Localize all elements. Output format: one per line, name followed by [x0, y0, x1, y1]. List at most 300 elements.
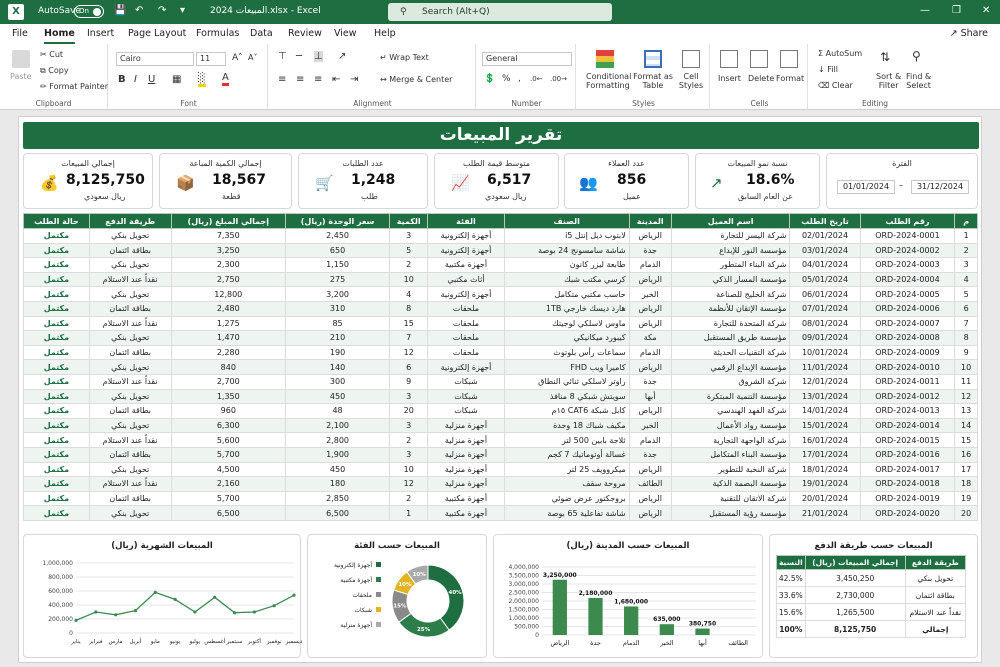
cell-col-category[interactable]: أجهزة إلكترونية: [428, 243, 504, 258]
cell-col-category[interactable]: شبكات: [428, 374, 504, 389]
cell-col-index[interactable]: 5: [955, 287, 978, 302]
font-name-select[interactable]: Cairo: [116, 52, 194, 66]
cell-col-qty[interactable]: 2: [390, 491, 428, 506]
cell-col-status[interactable]: مكتمل: [24, 229, 90, 244]
cell-col-customer[interactable]: شركة الاتقان للتقنية: [671, 491, 790, 506]
cell-col-order-id[interactable]: ORD-2024-0008: [860, 331, 955, 346]
cell-col-customer[interactable]: شركة المتحدة للتجارة: [671, 316, 790, 331]
cell-col-order-id[interactable]: ORD-2024-0005: [860, 287, 955, 302]
cell-col-qty[interactable]: 10: [390, 272, 428, 287]
cell-col-order-id[interactable]: ORD-2024-0009: [860, 345, 955, 360]
delete-cells-icon[interactable]: [750, 50, 768, 68]
cell-col-index[interactable]: 8: [955, 331, 978, 346]
increase-decimal-icon[interactable]: .0←: [530, 75, 543, 83]
font-color-icon[interactable]: A: [222, 73, 229, 86]
cell-styles-button[interactable]: [676, 72, 706, 90]
cell-col-index[interactable]: 7: [955, 316, 978, 331]
table-row[interactable]: [24, 462, 978, 477]
cell-col-item[interactable]: كابل شبكة CAT6 ١٥م: [504, 404, 629, 419]
cell-col-order-date[interactable]: 21/01/2024: [790, 506, 860, 521]
cell-col-unit-price[interactable]: 650: [286, 243, 390, 258]
cell-col-order-date[interactable]: 02/01/2024: [790, 229, 860, 244]
cell-col-payment[interactable]: بطاقة ائتمان: [89, 404, 171, 419]
cell-col-order-id[interactable]: ORD-2024-0011: [860, 374, 955, 389]
cell-col-category[interactable]: أثاث مكتبي: [428, 272, 504, 287]
cell-col-customer[interactable]: شركة الخليج للصناعة: [671, 287, 790, 302]
cell-col-category[interactable]: أجهزة مكتبية: [428, 491, 504, 506]
format-painter-button[interactable]: [40, 82, 108, 91]
cell-col-status[interactable]: مكتمل: [24, 491, 90, 506]
cell-col-order-id[interactable]: ORD-2024-0003: [860, 258, 955, 273]
cell-col-qty[interactable]: 1: [390, 506, 428, 521]
cell-col-category[interactable]: شبكات: [428, 389, 504, 404]
cell-col-unit-price[interactable]: 2,800: [286, 433, 390, 448]
clear-button[interactable]: [818, 81, 853, 90]
cell-col-qty[interactable]: 3: [390, 389, 428, 404]
cell-col-status[interactable]: مكتمل: [24, 287, 90, 302]
cell-col-total[interactable]: 840: [171, 360, 285, 375]
cell-col-total[interactable]: 2,280: [171, 345, 285, 360]
cell-col-qty[interactable]: 12: [390, 345, 428, 360]
minimize-icon[interactable]: —: [920, 5, 930, 16]
cell-col-city[interactable]: الدمام: [629, 433, 671, 448]
cell-col-payment[interactable]: تحويل بنكي: [89, 331, 171, 346]
cell-col-unit-price[interactable]: 1,150: [286, 258, 390, 273]
cell-col-category[interactable]: أجهزة منزلية: [428, 477, 504, 492]
copy-button[interactable]: [40, 66, 69, 76]
cell-col-unit-price[interactable]: 85: [286, 316, 390, 331]
cell-col-qty[interactable]: 9: [390, 374, 428, 389]
cell-col-customer[interactable]: شركة النخبة للتطوير: [671, 462, 790, 477]
grow-font-icon[interactable]: A˄: [232, 53, 243, 63]
cell-col-order-date[interactable]: 18/01/2024: [790, 462, 860, 477]
cell-col-status[interactable]: مكتمل: [24, 374, 90, 389]
cell-col-order-date[interactable]: 09/01/2024: [790, 331, 860, 346]
insert-cells-icon[interactable]: [720, 50, 738, 68]
bold-icon[interactable]: B: [118, 74, 126, 85]
align-middle-icon[interactable]: ─: [296, 51, 303, 62]
cell-col-order-date[interactable]: 08/01/2024: [790, 316, 860, 331]
cell-col-city[interactable]: الدمام: [629, 258, 671, 273]
cell-col-order-id[interactable]: ORD-2024-0019: [860, 491, 955, 506]
cell-col-qty[interactable]: 7: [390, 331, 428, 346]
cell-col-order-date[interactable]: 12/01/2024: [790, 374, 860, 389]
cell-col-order-id[interactable]: ORD-2024-0006: [860, 301, 955, 316]
cell-col-customer[interactable]: شركة البناء المتطور: [671, 258, 790, 273]
percent-icon[interactable]: %: [502, 74, 511, 84]
cell-col-order-date[interactable]: 10/01/2024: [790, 345, 860, 360]
cell-col-category[interactable]: ملحقات: [428, 316, 504, 331]
cell-col-status[interactable]: مكتمل: [24, 243, 90, 258]
worksheet[interactable]: [18, 116, 982, 663]
tab-page-layout[interactable]: Page Layout: [128, 28, 187, 39]
align-left-icon[interactable]: ≡: [278, 74, 287, 85]
align-right-icon[interactable]: ≡: [314, 74, 323, 85]
wrap-text-button[interactable]: [380, 53, 429, 62]
cell-col-city[interactable]: الرياض: [629, 272, 671, 287]
cell-col-city[interactable]: الرياض: [629, 316, 671, 331]
cell-col-customer[interactable]: شركة الفهد الهندسي: [671, 404, 790, 419]
cell-col-order-id[interactable]: ORD-2024-0014: [860, 418, 955, 433]
cell-col-total[interactable]: 12,800: [171, 287, 285, 302]
cell-col-total[interactable]: 1,275: [171, 316, 285, 331]
cell-col-total[interactable]: 2,700: [171, 374, 285, 389]
borders-icon[interactable]: ▦: [172, 74, 182, 85]
table-row[interactable]: [24, 433, 978, 448]
cell-col-order-date[interactable]: 13/01/2024: [790, 389, 860, 404]
cell-col-payment[interactable]: تحويل بنكي: [89, 389, 171, 404]
cell-col-customer[interactable]: مؤسسة البصمة الذكية: [671, 477, 790, 492]
cell-col-status[interactable]: مكتمل: [24, 316, 90, 331]
cell-col-city[interactable]: الطائف: [629, 477, 671, 492]
cell-col-customer[interactable]: شركة الشروق: [671, 374, 790, 389]
table-row[interactable]: [24, 404, 978, 419]
delete-cells-button[interactable]: Delete: [748, 74, 775, 83]
cell-col-city[interactable]: مكة: [629, 331, 671, 346]
conditional-formatting-icon[interactable]: [596, 50, 614, 68]
cell-col-total[interactable]: 1,470: [171, 331, 285, 346]
cell-col-category[interactable]: أجهزة إلكترونية: [428, 229, 504, 244]
cell-col-order-date[interactable]: 11/01/2024: [790, 360, 860, 375]
cell-col-item[interactable]: هارد ديسك خارجي 1TB: [504, 301, 629, 316]
table-row[interactable]: [24, 360, 978, 375]
cell-col-customer[interactable]: مؤسسة طريق المستقبل: [671, 331, 790, 346]
cell-col-city[interactable]: الخبر: [629, 418, 671, 433]
cell-col-item[interactable]: شاشة سامسونج 24 بوصة: [504, 243, 629, 258]
paste-icon[interactable]: [12, 50, 30, 68]
cell-col-total[interactable]: 2,160: [171, 477, 285, 492]
cell-col-status[interactable]: مكتمل: [24, 477, 90, 492]
cell-col-payment[interactable]: بطاقة ائتمان: [89, 491, 171, 506]
cell-col-order-date[interactable]: 20/01/2024: [790, 491, 860, 506]
cell-col-status[interactable]: مكتمل: [24, 418, 90, 433]
cell-col-unit-price[interactable]: 450: [286, 389, 390, 404]
header-col-item[interactable]: الصنف: [504, 214, 629, 229]
cell-col-customer[interactable]: مؤسسة الإبداع الرقمي: [671, 360, 790, 375]
cell-col-order-id[interactable]: ORD-2024-0007: [860, 316, 955, 331]
cell-col-index[interactable]: 12: [955, 389, 978, 404]
cell-col-index[interactable]: 2: [955, 243, 978, 258]
search-box[interactable]: [388, 3, 612, 21]
cell-col-unit-price[interactable]: 180: [286, 477, 390, 492]
cell-col-unit-price[interactable]: 210: [286, 331, 390, 346]
cell-col-qty[interactable]: 2: [390, 433, 428, 448]
cell-col-payment[interactable]: بطاقة ائتمان: [89, 447, 171, 462]
cell-col-customer[interactable]: مؤسسة التنمية المبتكرة: [671, 389, 790, 404]
cell-col-index[interactable]: 6: [955, 301, 978, 316]
format-cells-icon[interactable]: [780, 50, 798, 68]
table-row[interactable]: [24, 389, 978, 404]
cell-col-index[interactable]: 17: [955, 462, 978, 477]
cell-col-category[interactable]: ملحقات: [428, 301, 504, 316]
cell-col-city[interactable]: الرياض: [629, 301, 671, 316]
cell-col-status[interactable]: مكتمل: [24, 272, 90, 287]
cell-col-payment[interactable]: بطاقة ائتمان: [89, 301, 171, 316]
cell-col-index[interactable]: 18: [955, 477, 978, 492]
cell-col-total[interactable]: 6,300: [171, 418, 285, 433]
align-top-icon[interactable]: ⊤: [278, 51, 287, 62]
cell-col-category[interactable]: شبكات: [428, 404, 504, 419]
italic-icon[interactable]: I: [134, 74, 137, 85]
cell-col-index[interactable]: 10: [955, 360, 978, 375]
cell-col-city[interactable]: أبها: [629, 389, 671, 404]
cell-col-payment[interactable]: نقداً عند الاستلام: [89, 316, 171, 331]
find-select-button[interactable]: [906, 72, 931, 90]
cell-col-customer[interactable]: مؤسسة رواد الأعمال: [671, 418, 790, 433]
cell-col-index[interactable]: 19: [955, 491, 978, 506]
conditional-formatting-button[interactable]: [586, 72, 632, 90]
cell-col-payment[interactable]: تحويل بنكي: [89, 229, 171, 244]
cell-col-unit-price[interactable]: 6,500: [286, 506, 390, 521]
period-from-input[interactable]: 01/01/2024: [837, 180, 895, 194]
tab-file[interactable]: File: [12, 28, 28, 39]
cell-col-total[interactable]: 5,700: [171, 447, 285, 462]
cell-col-order-date[interactable]: 17/01/2024: [790, 447, 860, 462]
table-row[interactable]: [24, 272, 978, 287]
cell-col-item[interactable]: ميكروويف 25 لتر: [504, 462, 629, 477]
cell-col-customer[interactable]: شركة التقنيات الحديثة: [671, 345, 790, 360]
cell-col-unit-price[interactable]: 3,200: [286, 287, 390, 302]
header-col-order-date[interactable]: تاريخ الطلب: [790, 214, 860, 229]
cell-col-total[interactable]: 6,500: [171, 506, 285, 521]
cell-col-item[interactable]: شاشة تفاعلية 65 بوصة: [504, 506, 629, 521]
autosave-toggle[interactable]: On: [74, 5, 104, 18]
cell-col-order-date[interactable]: 07/01/2024: [790, 301, 860, 316]
table-row[interactable]: [24, 331, 978, 346]
cell-col-category[interactable]: ملحقات: [428, 345, 504, 360]
cell-col-index[interactable]: 11: [955, 374, 978, 389]
cell-col-status[interactable]: مكتمل: [24, 331, 90, 346]
fill-color-icon[interactable]: ░: [198, 74, 206, 87]
cell-col-qty[interactable]: 5: [390, 243, 428, 258]
close-icon[interactable]: ✕: [982, 5, 991, 16]
cell-col-qty[interactable]: 15: [390, 316, 428, 331]
cell-col-payment[interactable]: تحويل بنكي: [89, 258, 171, 273]
save-icon[interactable]: 💾: [114, 5, 127, 16]
cell-col-order-id[interactable]: ORD-2024-0002: [860, 243, 955, 258]
decrease-indent-icon[interactable]: ⇤: [332, 74, 341, 85]
cell-col-payment[interactable]: نقداً عند الاستلام: [89, 477, 171, 492]
orientation-icon[interactable]: ↗: [338, 51, 347, 62]
cell-col-unit-price[interactable]: 48: [286, 404, 390, 419]
paste-button[interactable]: Paste: [10, 72, 32, 81]
cell-col-status[interactable]: مكتمل: [24, 345, 90, 360]
cell-col-status[interactable]: مكتمل: [24, 360, 90, 375]
currency-icon[interactable]: 💲: [484, 74, 496, 84]
cell-col-status[interactable]: مكتمل: [24, 404, 90, 419]
decrease-decimal-icon[interactable]: .00→: [550, 75, 567, 83]
cell-col-index[interactable]: 3: [955, 258, 978, 273]
cell-col-city[interactable]: الرياض: [629, 404, 671, 419]
table-row[interactable]: [24, 316, 978, 331]
table-row[interactable]: [24, 301, 978, 316]
cell-col-city[interactable]: الرياض: [629, 462, 671, 477]
cell-col-order-date[interactable]: 06/01/2024: [790, 287, 860, 302]
cell-col-payment[interactable]: تحويل بنكي: [89, 360, 171, 375]
table-row[interactable]: [24, 345, 978, 360]
cell-col-unit-price[interactable]: 300: [286, 374, 390, 389]
format-as-table-button[interactable]: [632, 72, 674, 90]
cell-col-item[interactable]: لابتوب ديل إنتل i5: [504, 229, 629, 244]
cell-col-status[interactable]: مكتمل: [24, 433, 90, 448]
cell-col-order-date[interactable]: 05/01/2024: [790, 272, 860, 287]
tab-home[interactable]: Home: [44, 28, 75, 39]
cell-col-item[interactable]: مكيف شباك 18 وحدة: [504, 418, 629, 433]
cell-col-payment[interactable]: نقداً عند الاستلام: [89, 272, 171, 287]
cell-col-qty[interactable]: 3: [390, 229, 428, 244]
increase-indent-icon[interactable]: ⇥: [350, 74, 359, 85]
table-row[interactable]: [24, 506, 978, 521]
cell-col-order-id[interactable]: ORD-2024-0016: [860, 447, 955, 462]
cell-col-category[interactable]: أجهزة منزلية: [428, 447, 504, 462]
cell-col-order-id[interactable]: ORD-2024-0017: [860, 462, 955, 477]
cell-col-payment[interactable]: نقداً عند الاستلام: [89, 433, 171, 448]
find-icon[interactable]: ⚲: [912, 49, 921, 63]
header-col-unit-price[interactable]: سعر الوحدة (ريال): [286, 214, 390, 229]
cut-button[interactable]: [40, 50, 63, 59]
table-row[interactable]: [24, 477, 978, 492]
cell-col-item[interactable]: طابعة ليزر كانون: [504, 258, 629, 273]
cell-col-qty[interactable]: 8: [390, 301, 428, 316]
cell-col-city[interactable]: جدة: [629, 243, 671, 258]
tab-help[interactable]: Help: [374, 28, 396, 39]
cell-col-category[interactable]: أجهزة إلكترونية: [428, 360, 504, 375]
tab-review[interactable]: Review: [288, 28, 322, 39]
table-row[interactable]: [24, 447, 978, 462]
cell-col-item[interactable]: كرسي مكتب شبك: [504, 272, 629, 287]
cell-col-payment[interactable]: تحويل بنكي: [89, 462, 171, 477]
cell-col-index[interactable]: 13: [955, 404, 978, 419]
cell-col-item[interactable]: غسالة أوتوماتيك 7 كجم: [504, 447, 629, 462]
cell-col-category[interactable]: أجهزة مكتبية: [428, 258, 504, 273]
table-row[interactable]: [24, 287, 978, 302]
cell-col-order-id[interactable]: ORD-2024-0010: [860, 360, 955, 375]
header-col-total[interactable]: إجمالي المبلغ (ريال): [171, 214, 285, 229]
cell-col-customer[interactable]: مؤسسة رؤية المستقبل: [671, 506, 790, 521]
cell-col-unit-price[interactable]: 450: [286, 462, 390, 477]
cell-col-item[interactable]: ماوس لاسلكي لوجيتك: [504, 316, 629, 331]
cell-col-city[interactable]: الرياض: [629, 491, 671, 506]
header-col-index[interactable]: م: [955, 214, 978, 229]
cell-col-customer[interactable]: مؤسسة النور للإبداع: [671, 243, 790, 258]
cell-col-status[interactable]: مكتمل: [24, 301, 90, 316]
sort-filter-button[interactable]: [876, 72, 901, 90]
cell-col-city[interactable]: الدمام: [629, 345, 671, 360]
cell-col-category[interactable]: أجهزة إلكترونية: [428, 287, 504, 302]
cell-col-qty[interactable]: 2: [390, 258, 428, 273]
cell-col-order-id[interactable]: ORD-2024-0013: [860, 404, 955, 419]
cell-col-customer[interactable]: شركة الواجهة التجارية: [671, 433, 790, 448]
underline-icon[interactable]: U: [148, 74, 156, 85]
cell-col-item[interactable]: ثلاجة بابين 500 لتر: [504, 433, 629, 448]
cell-col-index[interactable]: 15: [955, 433, 978, 448]
header-col-category[interactable]: الفئة: [428, 214, 504, 229]
header-col-qty[interactable]: الكمية: [390, 214, 428, 229]
cell-col-index[interactable]: 14: [955, 418, 978, 433]
cell-col-payment[interactable]: نقداً عند الاستلام: [89, 374, 171, 389]
insert-cells-button[interactable]: Insert: [718, 74, 741, 83]
cell-col-status[interactable]: مكتمل: [24, 447, 90, 462]
cell-col-item[interactable]: كيبورد ميكانيكي: [504, 331, 629, 346]
cell-col-category[interactable]: أجهزة منزلية: [428, 462, 504, 477]
cell-col-customer[interactable]: مؤسسة المسار الذكي: [671, 272, 790, 287]
cell-col-order-date[interactable]: 14/01/2024: [790, 404, 860, 419]
cell-col-index[interactable]: 9: [955, 345, 978, 360]
cell-col-qty[interactable]: 3: [390, 447, 428, 462]
cell-col-order-id[interactable]: ORD-2024-0004: [860, 272, 955, 287]
cell-col-status[interactable]: مكتمل: [24, 389, 90, 404]
header-col-city[interactable]: المدينة: [629, 214, 671, 229]
table-row[interactable]: [24, 258, 978, 273]
cell-col-total[interactable]: 960: [171, 404, 285, 419]
cell-col-index[interactable]: 1: [955, 229, 978, 244]
cell-col-index[interactable]: 20: [955, 506, 978, 521]
sort-filter-icon[interactable]: ⇅: [880, 50, 891, 64]
cell-col-qty[interactable]: 10: [390, 462, 428, 477]
cell-col-order-date[interactable]: 04/01/2024: [790, 258, 860, 273]
cell-col-total[interactable]: 5,600: [171, 433, 285, 448]
cell-col-qty[interactable]: 4: [390, 287, 428, 302]
cell-col-status[interactable]: مكتمل: [24, 506, 90, 521]
cell-col-category[interactable]: أجهزة منزلية: [428, 433, 504, 448]
restore-icon[interactable]: ❐: [952, 5, 961, 16]
cell-col-payment[interactable]: تحويل بنكي: [89, 418, 171, 433]
cell-col-city[interactable]: الرياض: [629, 229, 671, 244]
cell-col-payment[interactable]: بطاقة ائتمان: [89, 243, 171, 258]
font-size-select[interactable]: 11: [196, 52, 226, 66]
cell-col-payment[interactable]: تحويل بنكي: [89, 506, 171, 521]
table-row[interactable]: [24, 374, 978, 389]
cell-col-qty[interactable]: 3: [390, 418, 428, 433]
cell-col-total[interactable]: 7,350: [171, 229, 285, 244]
cell-col-category[interactable]: ملحقات: [428, 331, 504, 346]
cell-col-customer[interactable]: مؤسسة البناء المتكامل: [671, 447, 790, 462]
cell-col-payment[interactable]: بطاقة ائتمان: [89, 345, 171, 360]
tab-formulas[interactable]: Formulas: [196, 28, 240, 39]
cell-col-qty[interactable]: 12: [390, 477, 428, 492]
undo-icon[interactable]: ↶: [135, 5, 144, 16]
cell-col-total[interactable]: 2,480: [171, 301, 285, 316]
cell-col-payment[interactable]: تحويل بنكي: [89, 287, 171, 302]
cell-col-category[interactable]: أجهزة منزلية: [428, 418, 504, 433]
cell-col-order-id[interactable]: ORD-2024-0015: [860, 433, 955, 448]
cell-col-total[interactable]: 5,700: [171, 491, 285, 506]
cell-col-total[interactable]: 2,300: [171, 258, 285, 273]
cell-col-unit-price[interactable]: 1,900: [286, 447, 390, 462]
cell-col-order-date[interactable]: 19/01/2024: [790, 477, 860, 492]
cell-col-qty[interactable]: 6: [390, 360, 428, 375]
header-col-status[interactable]: حالة الطلب: [24, 214, 90, 229]
align-bottom-icon[interactable]: ⊥: [314, 51, 323, 62]
cell-col-item[interactable]: بروجكتور عرض ضوئي: [504, 491, 629, 506]
cell-col-item[interactable]: سويتش شبكي 8 منافذ: [504, 389, 629, 404]
autosum-button[interactable]: [818, 49, 862, 58]
cell-col-order-date[interactable]: 16/01/2024: [790, 433, 860, 448]
period-to-input[interactable]: 31/12/2024: [911, 180, 969, 194]
cell-col-item[interactable]: راوتر لاسلكي ثنائي النطاق: [504, 374, 629, 389]
merge-center-button[interactable]: [380, 75, 452, 84]
cell-col-status[interactable]: مكتمل: [24, 258, 90, 273]
tab-view[interactable]: View: [334, 28, 357, 39]
cell-col-city[interactable]: الخبر: [629, 287, 671, 302]
cell-col-status[interactable]: مكتمل: [24, 462, 90, 477]
header-col-order-id[interactable]: رقم الطلب: [860, 214, 955, 229]
cell-col-total[interactable]: 1,350: [171, 389, 285, 404]
cell-col-customer[interactable]: شركة اليسر للتجارة: [671, 229, 790, 244]
cell-styles-icon[interactable]: [682, 50, 700, 68]
table-row[interactable]: [24, 243, 978, 258]
shrink-font-icon[interactable]: A˅: [248, 53, 258, 62]
